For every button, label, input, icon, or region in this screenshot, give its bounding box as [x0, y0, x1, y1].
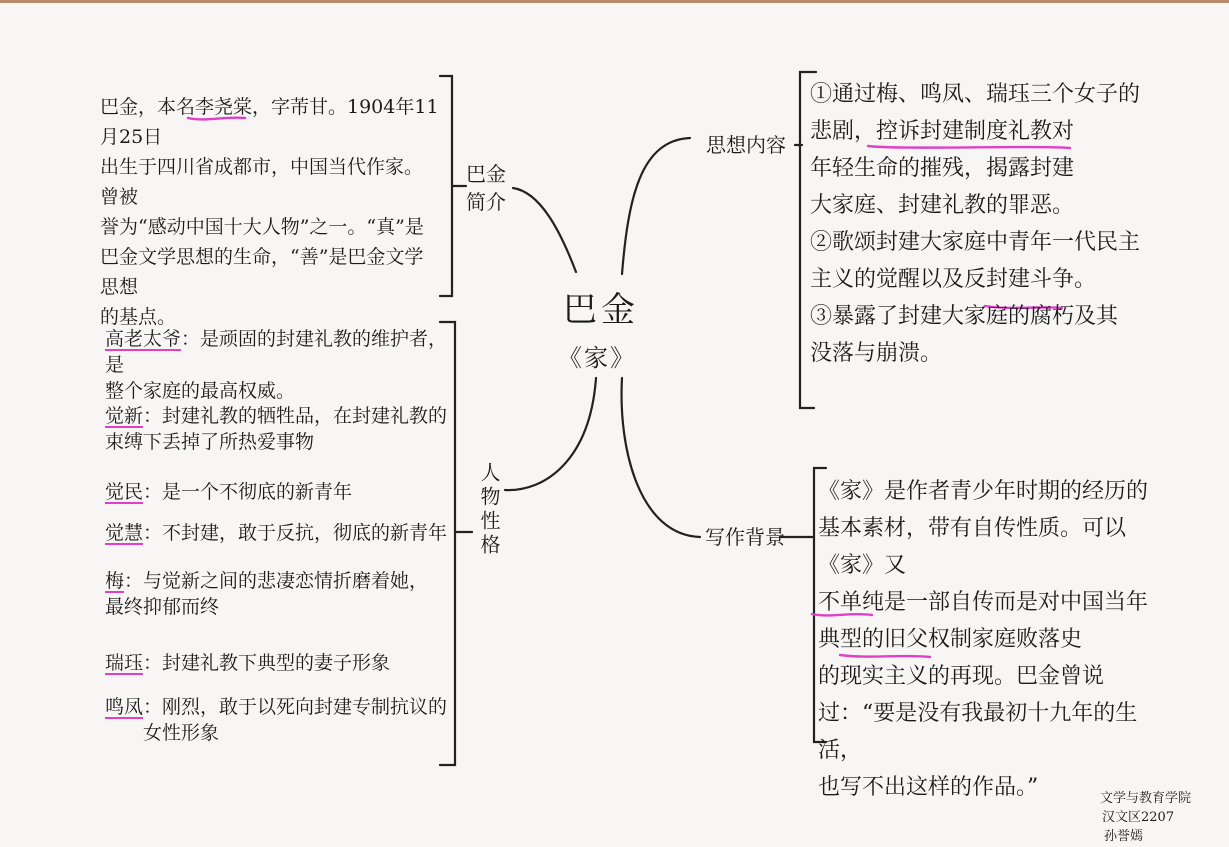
character-name: 梅	[105, 570, 125, 592]
character-desc: ：与觉新之间的悲凄恋情折磨着她， 最终抑郁而终	[105, 570, 429, 618]
character-row	[105, 520, 455, 546]
character-name: 鸣凤	[105, 696, 144, 718]
character-desc: ：封建礼教下典型的妻子形象	[143, 652, 391, 674]
character-desc: ：封建礼教的牺牲品，在封建礼教的 束缚下丢掉了所热爱事物	[105, 405, 448, 453]
center-title: 巴金	[563, 290, 639, 330]
character-desc: ：不封建，敢于反抗，彻底的新青年	[143, 522, 448, 544]
background-label: 写作背景	[705, 525, 785, 549]
character-row	[105, 694, 455, 746]
character-row	[105, 568, 455, 620]
character-desc: ：刚烈，敢于以死向封建专制抗议的 女性形象	[143, 696, 448, 744]
signature-line: 汉文区2207	[1102, 810, 1175, 825]
signature-line: 孙誉嫣	[1104, 829, 1144, 844]
character-name: 觉慧	[105, 522, 144, 544]
character-name: 觉新	[105, 405, 144, 427]
character-row	[105, 650, 455, 676]
signature-line: 文学与教育学院	[1100, 791, 1192, 806]
character-row	[105, 326, 455, 404]
character-row	[105, 479, 455, 505]
character-desc: ：是顽固的封建礼教的维护者，是 整个家庭的最高权威。	[105, 328, 448, 402]
intro-label: 巴金 简介	[466, 162, 506, 214]
character-name: 觉民	[105, 481, 144, 503]
thought-label: 思想内容	[706, 133, 786, 157]
character-name: 高老太爷	[105, 328, 182, 350]
character-row	[105, 403, 455, 455]
character-name: 瑞珏	[105, 652, 144, 674]
thought-text: ①通过梅、鸣凤、瑞珏三个女子的 悲剧，控诉封建制度礼教对 年轻生命的摧残，揭露封建 大家庭、封建礼教的罪恶。 ②歌颂封建大家庭中青年一代民主 主义的觉醒以及反封建斗争。 ③暴露了封建大家庭的腐朽及其 没落与崩溃。	[810, 82, 1141, 366]
center-subtitle: 《家》	[558, 344, 636, 372]
intro-text: 巴金，本名李尧棠，字芾甘。1904年11月25日 出生于四川省成都市，中国当代作家。曾被 誉为“感动中国十大人物”之一。“真”是 巴金文学思想的生命，“善”是巴金文学思想 的基点。	[100, 96, 439, 328]
characters-label: 人物性格	[477, 462, 501, 558]
background-text: 《家》是作者青少年时期的经历的 基本素材，带有自传性质。可以《家》又 不单纯是一部自传而是对中国当年 典型的旧父权制家庭败落史 的现实主义的再现。巴金曾说 过：“要是没有我最初十九年的生活， 也写不出这样的作品。”	[818, 479, 1149, 800]
character-desc: ：是一个不彻底的新青年	[143, 481, 353, 503]
